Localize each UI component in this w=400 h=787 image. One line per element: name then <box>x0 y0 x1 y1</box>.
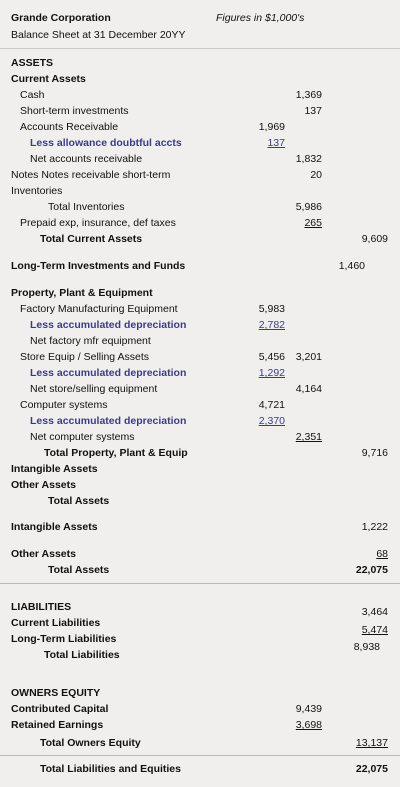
row-ppe-heading <box>0 285 400 301</box>
row-value: 1,969 <box>258 121 285 133</box>
row-label: Net factory mfr equipment <box>30 335 151 347</box>
row-value: 22,075 <box>355 763 388 775</box>
row-label: Short-term investments <box>20 105 129 117</box>
row-total-ppe <box>0 445 400 461</box>
row-label: Total Assets <box>48 564 110 576</box>
row-label: Accounts Receivable <box>20 121 119 133</box>
row-inventories <box>0 183 400 199</box>
row-liabilities-heading <box>0 599 400 615</box>
row-factory-depreciation <box>0 317 400 333</box>
row-total-inventories <box>0 199 400 215</box>
row-label: Current Liabilities <box>11 617 101 629</box>
row-label: Total Liabilities <box>44 649 120 661</box>
row-value: 2,782 <box>258 319 285 331</box>
row-label: Total Assets <box>48 495 110 507</box>
row-value: 1,832 <box>295 153 322 165</box>
row-label: ASSETS <box>11 57 54 69</box>
row-label: Long-Term Investments and Funds <box>11 260 186 272</box>
row-label: Retained Earnings <box>11 719 104 731</box>
row-label: Contributed Capital <box>11 703 109 715</box>
row-total-owners-equity <box>0 735 400 751</box>
row-label: Factory Manufacturing Equipment <box>20 303 178 315</box>
row-label: Total Property, Plant & Equip <box>44 447 188 459</box>
row-value: 5,474 <box>361 624 388 636</box>
row-value: 5,983 <box>258 303 285 315</box>
company-name: Grande Corporation <box>11 12 111 24</box>
row-label: Total Inventories <box>48 201 125 213</box>
row-label: Intangible Assets <box>11 463 98 475</box>
row-total-liabilities-equities <box>0 761 400 777</box>
row-label: Less accumulated depreciation <box>30 367 187 379</box>
row-contributed-capital <box>0 701 400 717</box>
row-value: 9,439 <box>295 703 322 715</box>
row-label: Cash <box>20 89 45 101</box>
row-long-term-liabilities <box>0 624 400 647</box>
row-other-assets-value <box>0 546 400 562</box>
row-prepaid <box>0 215 400 231</box>
statement-header <box>0 0 400 49</box>
units-note: Figures in $1,000's <box>216 12 305 24</box>
statement-subtitle: Balance Sheet at 31 December 20YY <box>11 29 186 41</box>
row-value: 9,609 <box>361 233 388 245</box>
row-label: Total Current Assets <box>40 233 143 245</box>
row-store-depreciation <box>0 365 400 381</box>
row-short-term-investments <box>0 103 400 119</box>
row-value: 1,292 <box>258 367 285 379</box>
row-value: 9,716 <box>361 447 388 459</box>
row-value: 1,222 <box>361 521 388 533</box>
row-total-liabilities <box>0 641 400 663</box>
row-value: 2,351 <box>295 431 322 443</box>
row-assets-heading <box>0 55 400 71</box>
row-value: 8,938 <box>353 641 380 653</box>
row-net-accounts-receivable <box>0 151 400 167</box>
row-value: 1,460 <box>338 260 365 272</box>
row-value: 5,986 <box>295 201 322 213</box>
row-current-assets <box>0 71 400 87</box>
row-value: 22,075 <box>355 564 388 576</box>
row-label: Net computer systems <box>30 431 135 443</box>
row-net-factory-equipment <box>0 333 400 349</box>
row-label: Computer systems <box>20 399 108 411</box>
row-value: 4,721 <box>258 399 285 411</box>
row-current-liabilities <box>0 606 400 631</box>
row-value: 1,369 <box>295 89 322 101</box>
row-label: Less accumulated depreciation <box>30 319 187 331</box>
row-label: LIABILITIES <box>11 601 72 613</box>
row-long-term-investments <box>0 258 400 274</box>
row-retained-earnings <box>0 717 400 733</box>
row-label: Intangible Assets <box>11 521 98 533</box>
row-value: 137 <box>304 105 322 117</box>
row-label: OWNERS EQUITY <box>11 687 101 699</box>
row-value: 2,370 <box>258 415 285 427</box>
row-intangible-assets <box>0 461 400 477</box>
row-computer-depreciation <box>0 413 400 429</box>
row-allowance-doubtful <box>0 135 400 151</box>
row-label: Other Assets <box>11 548 76 560</box>
row-label: Notes Notes receivable short-term <box>11 169 171 181</box>
row-label: Property, Plant & Equipment <box>11 287 153 299</box>
row-label: Net accounts receivable <box>30 153 143 165</box>
row-total-assets <box>0 493 400 509</box>
row-accounts-receivable <box>0 119 400 135</box>
row-label: Less accumulated depreciation <box>30 415 187 427</box>
row-value: 68 <box>376 548 388 560</box>
row-value: 13,137 <box>355 737 388 749</box>
row-label: Long-Term Liabilities <box>11 633 117 645</box>
row-label: Current Assets <box>11 73 86 85</box>
balance-sheet <box>0 49 400 787</box>
row-cash <box>0 87 400 103</box>
row-label: Store Equip / Selling Assets <box>20 351 149 363</box>
row-value: 265 <box>304 217 322 229</box>
row-label: Other Assets <box>11 479 76 491</box>
row-value: 3,201 <box>295 351 322 363</box>
section-divider <box>0 583 400 584</box>
row-value: 4,164 <box>295 383 322 395</box>
row-label: Net store/selling equipment <box>30 383 158 395</box>
row-label: Total Liabilities and Equities <box>40 763 181 775</box>
row-value: 5,456 <box>258 351 285 363</box>
row-total-assets-value <box>0 562 400 578</box>
row-label: Inventories <box>11 185 63 197</box>
row-label: Less allowance doubtful accts <box>30 137 182 149</box>
row-net-store-equipment <box>0 381 400 397</box>
row-total-current-assets <box>0 231 400 247</box>
row-store-equipment <box>0 349 400 365</box>
row-value: 3,464 <box>361 606 388 618</box>
row-intangible-assets-value <box>0 519 400 535</box>
row-other-assets <box>0 477 400 493</box>
row-owners-equity-heading <box>0 685 400 701</box>
row-label: Total Owners Equity <box>40 737 141 749</box>
row-value: 20 <box>310 169 322 181</box>
section-divider <box>0 755 400 756</box>
row-net-computer-systems <box>0 429 400 445</box>
row-value: 3,698 <box>295 719 322 731</box>
row-label: Prepaid exp, insurance, def taxes <box>20 217 176 229</box>
row-factory-equipment <box>0 301 400 317</box>
row-value: 137 <box>267 137 285 149</box>
row-notes-receivable <box>0 167 400 183</box>
row-computer-systems <box>0 397 400 413</box>
